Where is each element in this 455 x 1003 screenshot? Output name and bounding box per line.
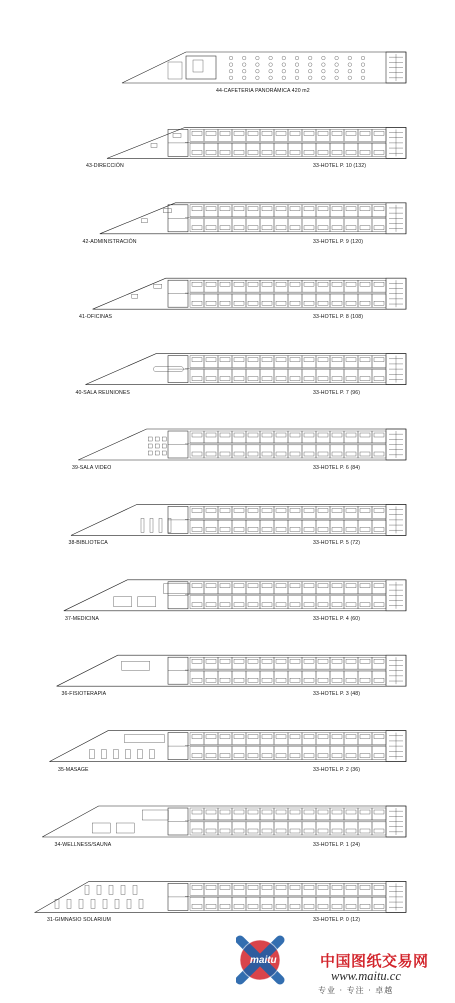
floor-label-left: 40-SALA REUNIONES xyxy=(75,389,130,396)
floor-outline xyxy=(78,429,406,460)
floor-f41 xyxy=(93,278,406,309)
floor-label-left: 31-GIMNASIO SOLARIUM xyxy=(47,917,111,924)
floor-label-right: 33-HOTEL P. 6 (84) xyxy=(313,465,361,471)
floor-outline xyxy=(122,52,406,83)
floor-f37 xyxy=(64,580,406,611)
floor-f36 xyxy=(57,655,406,686)
floor-label-right: 33-HOTEL P. 2 (36) xyxy=(313,766,361,773)
floor-label-right: 33-HOTEL P. 7 (96) xyxy=(313,389,361,396)
floor-label-right: 33-HOTEL P. 3 (48) xyxy=(313,691,361,698)
floor-outline xyxy=(64,580,406,611)
floor-f44 xyxy=(122,52,406,83)
floor-f35 xyxy=(49,731,406,762)
logo-mark-text: maitu xyxy=(250,955,277,966)
floor-outline xyxy=(71,504,406,535)
floor-label-right: 33-HOTEL P. 1 (24) xyxy=(313,842,361,848)
floor-label-right: 33-HOTEL P. 10 (132) xyxy=(313,163,367,170)
floor-label-left: 34-WELLNESS/SAUNA xyxy=(54,842,112,848)
floor-outline xyxy=(93,278,406,309)
floor-label-left: 42-ADMINISTRACIÓN xyxy=(82,238,137,245)
floor-f39 xyxy=(78,429,406,460)
floor-label-left: 43-DIRECCIÓN xyxy=(86,163,124,170)
floor-label-right: 33-HOTEL P. 4 (60) xyxy=(313,615,361,622)
floor-label-left: 35-MASAGE xyxy=(58,766,89,773)
floor-outline xyxy=(49,731,406,762)
logo-url: www.maitu.cc xyxy=(331,969,401,983)
floor-label-left: 44-CAFETERIA PANORÁMICA 420 m2 xyxy=(216,88,310,94)
floor-label-left: 41-OFICINAS xyxy=(79,314,113,321)
floor-outline xyxy=(57,655,406,686)
floor-label-right: 33-HOTEL P. 5 (72) xyxy=(313,540,361,547)
floor-f31 xyxy=(35,881,406,912)
floor-label-left: 38-BIBLIOTECA xyxy=(68,540,108,547)
floor-outline xyxy=(35,881,406,912)
floor-label-right: 33-HOTEL P. 0 (12) xyxy=(313,917,361,924)
floor-f43 xyxy=(107,127,406,158)
floor-f42 xyxy=(100,203,406,234)
floor-f40 xyxy=(85,354,406,385)
floor-label-right: 33-HOTEL P. 8 (108) xyxy=(313,314,364,321)
floor-label-left: 36-FISIOTERAPIA xyxy=(61,691,107,698)
logo-brand-chinese: 中国图纸交易网 xyxy=(320,952,429,970)
floor-f34 xyxy=(42,806,406,837)
logo-slogan: 专业 · 专注 · 卓越 xyxy=(318,986,394,995)
floor-outline xyxy=(42,806,406,837)
floor-f38 xyxy=(71,504,406,535)
floor-label-left: 37-MEDICINA xyxy=(65,615,99,622)
floor-label-right: 33-HOTEL P. 9 (120) xyxy=(313,238,364,245)
floor-label-left: 39-SALA VIDEO xyxy=(72,465,112,471)
floor-outline xyxy=(107,127,406,158)
